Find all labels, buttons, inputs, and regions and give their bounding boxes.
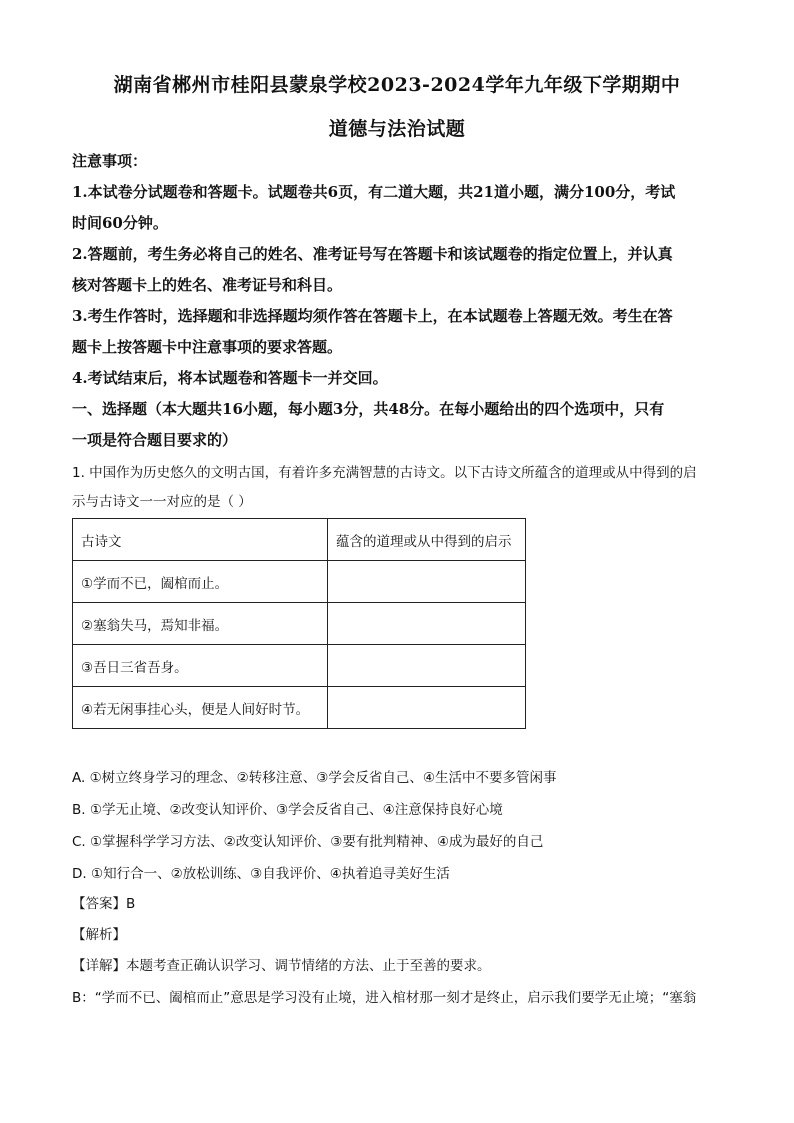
table-cell: ①学而不已，阖棺而止。 [73,561,328,603]
table-row [73,687,526,729]
answer: 【答案】B [72,896,136,912]
table-cell: ②塞翁失马，焉知非福。 [73,603,328,645]
table-row [73,603,526,645]
table-row [73,561,526,603]
option-c: C. ①掌握科学学习方法、②改变认知评价、③要有批判精神、④成为最好的自己 [72,834,544,850]
notice-line: 2.答题前，考生务必将自己的姓名、准考证号写在答题卡和该试题卷的指定位置上，并认真 [72,245,673,263]
option-d: D. ①知行合一、②放松训练、③自我评价、④执着追寻美好生活 [72,866,450,882]
poem-table [72,518,526,729]
table-cell [328,561,526,603]
table-cell [328,687,526,729]
notice-heading: 注意事项： [72,152,148,170]
analysis-label: 【解析】 [72,927,126,943]
notice-line: 1.本试卷分试题卷和答题卡。试题卷共6页，有二道大题，共21道小题，满分100分，考试 [72,183,676,201]
table-header-row [73,519,526,561]
section-heading: 一项是符合题目要求的） [72,431,238,449]
question-stem: 1. 中国作为历史悠久的文明古国，有着许多充满智慧的古诗文。以下古诗文所蕴含的道理或从中得到的启 [72,465,697,481]
table-cell [328,645,526,687]
notice-line: 时间60分钟。 [72,214,168,232]
table-header-cell: 古诗文 [73,519,328,561]
notice-line: 3.考生作答时，选择题和非选择题均须作答在答题卡上，在本试题卷上答题无效。考生在答 [72,307,673,325]
section-heading: 一、选择题（本大题共16小题，每小题3分，共48分。在每小题给出的四个选项中，只有 [72,400,665,418]
notice-line: 核对答题卡上的姓名、准考证号和科目。 [72,276,343,294]
table-header-cell: 蕴含的道理或从中得到的启示 [328,519,526,561]
option-a: A. ①树立终身学习的理念、②转移注意、③学会反省自己、④生活中不要多管闲事 [72,770,557,786]
explanation-text: B：“学而不已、阖棺而止”意思是学习没有止境，进入棺材那一刻才是终止，启示我们要学无止境；“塞翁 [72,990,697,1006]
notice-line: 题卡上按答题卡中注意事项的要求答题。 [72,338,343,356]
notice-line: 4.考试结束后，将本试题卷和答题卡一并交回。 [72,369,388,387]
table-cell [328,603,526,645]
table-cell: ③吾日三省吾身。 [73,645,328,687]
table-cell: ④若无闲事挂心头，便是人间好时节。 [73,687,328,729]
question-stem: 示与古诗文一一对应的是（ ） [72,494,252,510]
document-title: 湖南省郴州市桂阳县蒙泉学校2023-2024学年九年级下学期期中 [113,74,681,96]
table-row [73,645,526,687]
document-subtitle: 道德与法治试题 [328,118,466,140]
option-b: B. ①学无止境、②改变认知评价、③学会反省自己、④注意保持良好心境 [72,802,503,818]
detail-text: 【详解】本题考查正确认识学习、调节情绪的方法、止于至善的要求。 [72,958,491,974]
